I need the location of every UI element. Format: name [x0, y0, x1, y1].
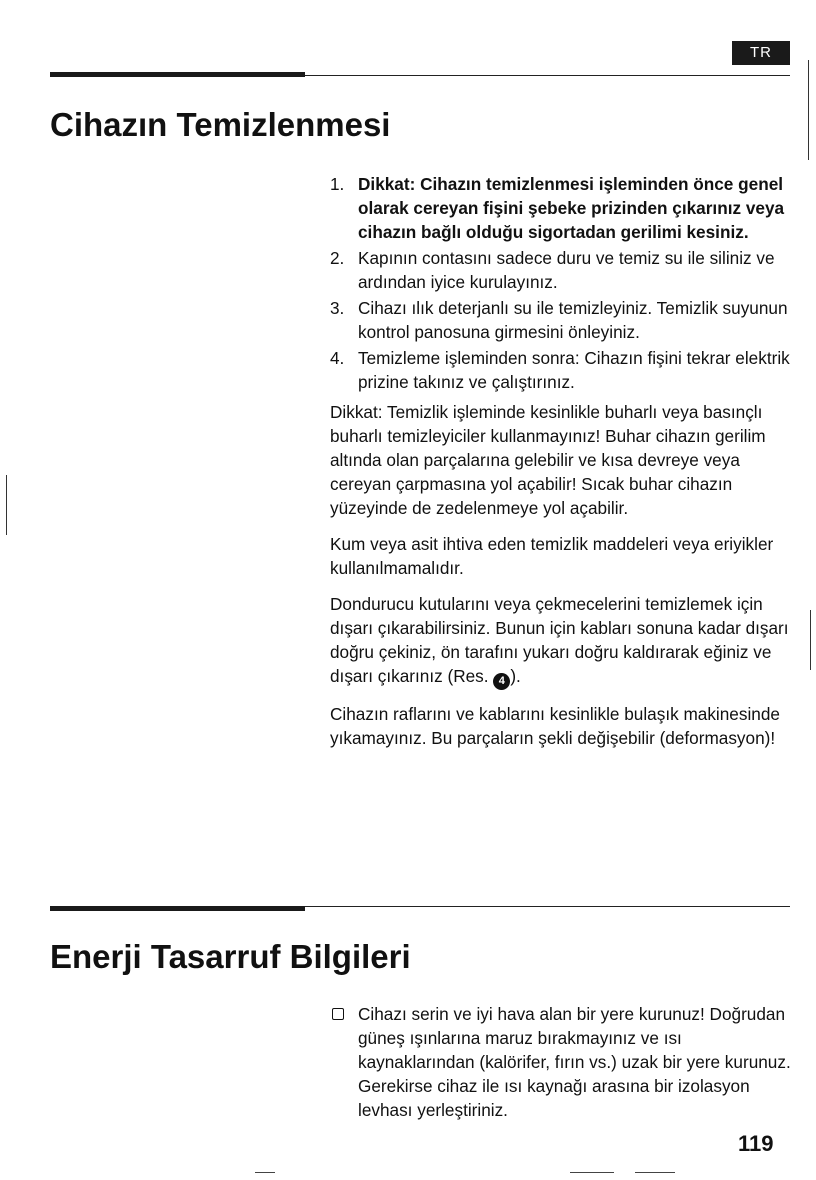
freezer-drawer-note	[330, 592, 792, 690]
scan-edge-mark	[635, 1172, 675, 1173]
scan-edge-mark	[255, 1172, 275, 1173]
list-item	[330, 296, 792, 344]
list-item	[330, 246, 792, 294]
energy-tip-text: Cihazı serin ve iyi hava alan bir yere kurunuz! Doğrudan güneş ışınlarına maruz bırakmayınız ve ısı kaynaklarından (kalörifer, fırın vs.) uzak bir yere kurunuz. Gerekirse cihaz ile ısı kaynağı arasına bir izolasyon levhası yerleştiriniz.	[358, 1004, 791, 1120]
step-text: Dikkat: Cihazın temizlenmesi işleminden önce genel olarak cereyan fişini şebeke prizinden çıkarınız veya cihazın bağlı olduğu sigortadan gerilimi kesiniz.	[358, 174, 785, 242]
step-number: 1.	[330, 174, 345, 194]
abrasive-note: Kum veya asit ihtiva eden temizlik maddeleri veya eriyikler kullanılmamalıdır.	[330, 534, 774, 578]
list-item	[330, 172, 792, 244]
freezer-note-text: Dondurucu kutularını veya çekmecelerini temizlemek için dışarı çıkarabilirsiniz. Bunun için kabları sonuna kadar dışarı doğru çekiniz, ön tarafını yukarı doğru kaldırarak eğiniz ve dışarı çıkarınız (Res.	[330, 594, 789, 686]
freezer-note-end: ).	[510, 666, 521, 686]
dishwasher-note: Cihazın raflarını ve kablarını kesinlikle bulaşık makinesinde yıkamayınız. Bu parçaların şekli değişebilir (deformasyon)!	[330, 704, 780, 748]
section-divider-bar	[50, 72, 305, 77]
steam-warning: Dikkat: Temizlik işleminde kesinlikle buharlı veya basınçlı buharlı temizleyiciler kullanmayınız! Buhar cihazın gerilim altında olan parçalarına gelebilir ve kısa devreye veya cereyan çarpmasına yol açabilir! Sıcak buhar cihazın yüzeyinde de zedelenmeye yol açabilir.	[330, 402, 766, 518]
figure-reference-icon: 4	[493, 673, 510, 690]
section-title-energy: Enerji Tasarruf Bilgileri	[50, 938, 411, 975]
cleaning-content	[330, 172, 792, 762]
step-number: 4.	[330, 348, 345, 368]
section-title-cleaning: Cihazın Temizlenmesi	[50, 106, 391, 143]
scan-edge-mark	[810, 610, 811, 670]
step-text: Temizleme işleminden sonra: Cihazın fişini tekrar elektrik prizine takınız ve çalıştırınız.	[358, 348, 790, 392]
step-number: 3.	[330, 298, 345, 318]
section-divider-bar	[50, 906, 305, 911]
language-badge: TR	[732, 41, 790, 65]
checkbox-icon	[332, 1008, 344, 1020]
list-item	[330, 1002, 792, 1122]
step-text: Kapının contasını sadece duru ve temiz su ile siliniz ve ardından iyice kurulayınız.	[358, 248, 775, 292]
step-text: Cihazı ılık deterjanlı su ile temizleyiniz. Temizlik suyunun kontrol panosuna girmesini önleyiniz.	[358, 298, 788, 342]
cleaning-steps-list	[330, 172, 792, 394]
scan-edge-mark	[6, 475, 7, 535]
energy-content	[330, 1002, 792, 1122]
scan-edge-mark	[808, 60, 809, 160]
list-item	[330, 346, 792, 394]
page-number: 119	[738, 1131, 774, 1156]
step-number: 2.	[330, 248, 345, 268]
scan-edge-mark	[570, 1172, 614, 1173]
